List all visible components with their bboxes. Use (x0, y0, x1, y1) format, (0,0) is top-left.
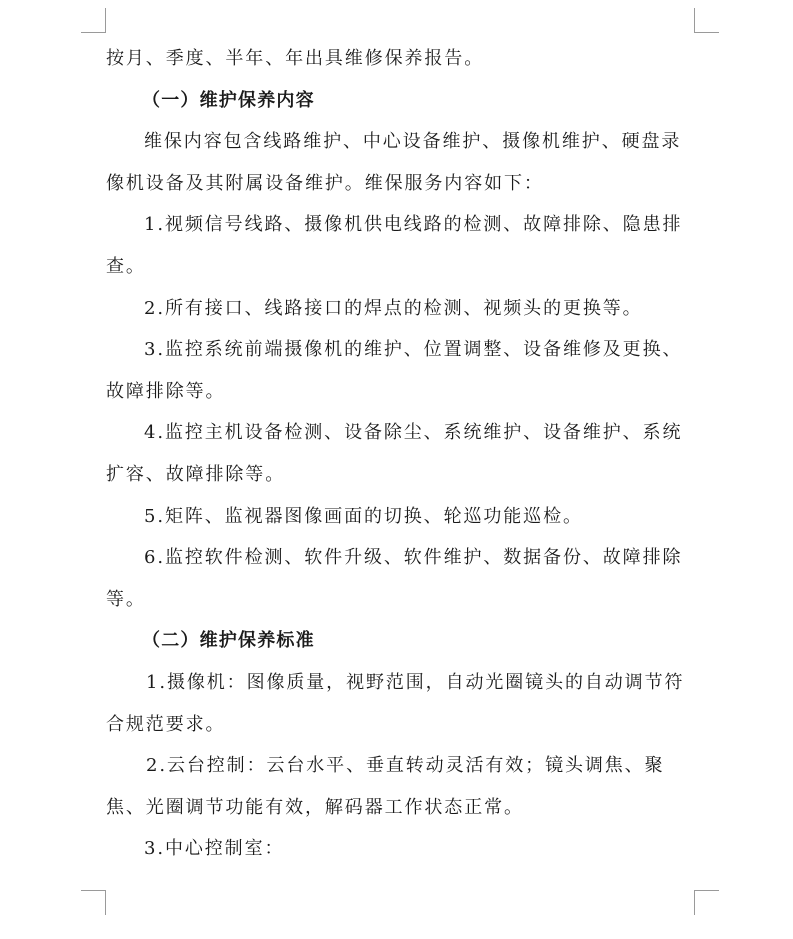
list-item-3: 3.监控系统前端摄像机的维护、位置调整、设备维修及更换、故障排除等。 (106, 339, 683, 402)
section-heading-maintenance-standards: （二）维护保养标准 (142, 630, 315, 652)
section-heading-maintenance-content: （一）维护保养内容 (142, 89, 315, 111)
crop-mark-top-right (694, 8, 719, 33)
list-item-4: 4.监控主机设备检测、设备除尘、系统维护、设备维护、系统扩容、故障排除等。 (106, 422, 683, 485)
crop-mark-bottom-left (81, 890, 106, 915)
paragraph-continuation: 按月、季度、半年、年出具维修保养报告。 (106, 48, 485, 69)
list-item-6: 6.监控软件检测、软件升级、软件维护、数据备份、故障排除等。 (106, 547, 683, 610)
list-item-5: 5.矩阵、监视器图像画面的切换、轮巡功能巡检。 (144, 505, 583, 527)
standard-item-2: 2.云台控制：云台水平、垂直转动灵活有效；镜头调焦、聚焦、光圈调节功能有效，解码器工作状态正常。 (106, 755, 665, 818)
standard-item-1: 1.摄像机：图像质量，视野范围，自动光圈镜头的自动调节符合规范要求。 (106, 671, 685, 735)
list-item-2: 2.所有接口、线路接口的焊点的检测、视频头的更换等。 (144, 297, 643, 319)
crop-mark-bottom-right (694, 890, 719, 915)
list-item-1: 1.视频信号线路、摄像机供电线路的检测、故障排除、隐患排查。 (106, 214, 683, 277)
crop-mark-top-left (81, 8, 106, 33)
standard-item-3: 3.中心控制室： (144, 838, 285, 860)
document-body (106, 38, 694, 870)
paragraph-maintenance-scope: 维保内容包含线路维护、中心设备维护、摄像机维护、硬盘录像机设备及其附属设备维护。维保服务内容如下： (106, 131, 682, 194)
